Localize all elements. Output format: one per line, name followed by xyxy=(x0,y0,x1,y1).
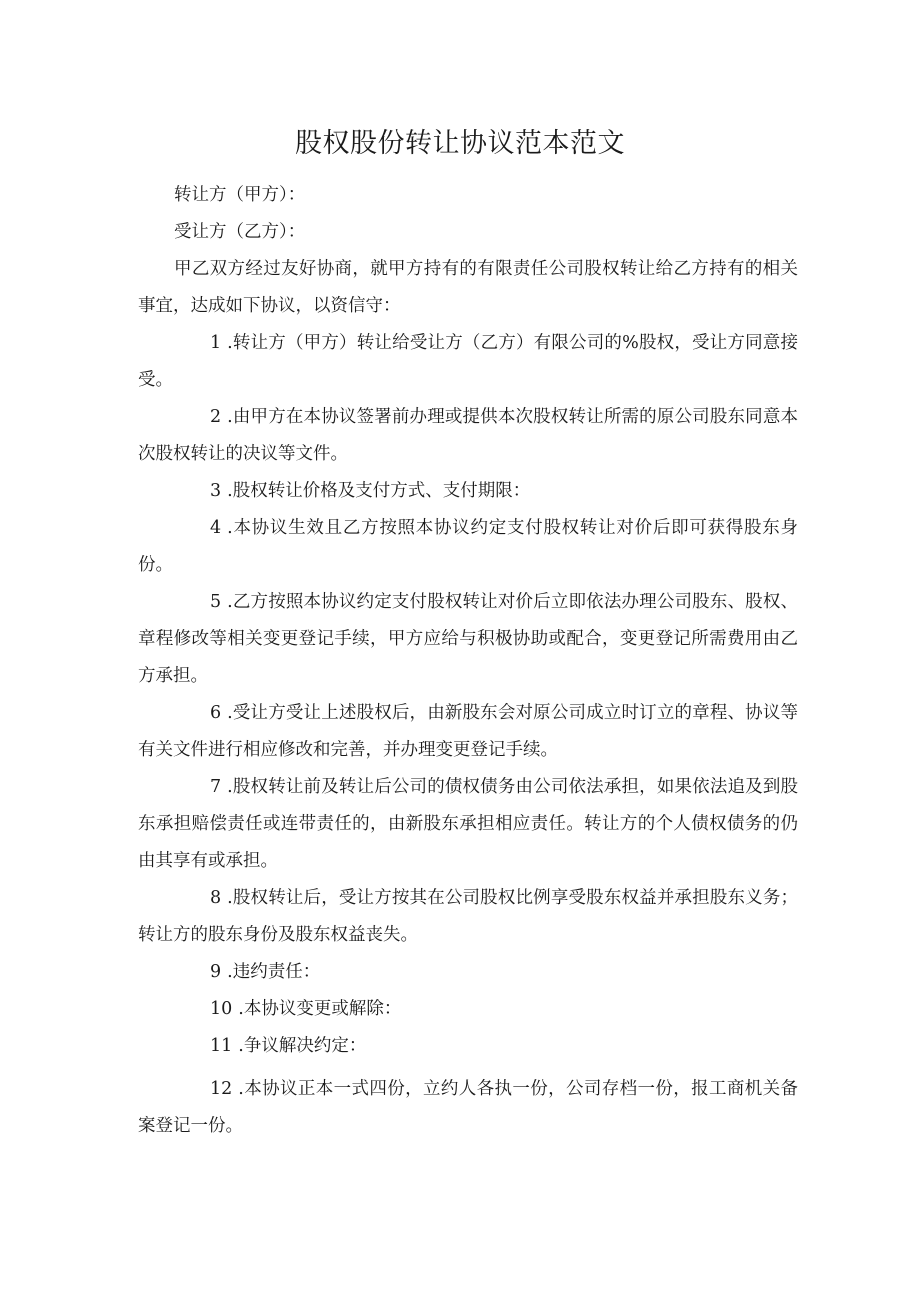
clause-text: .股权转让价格及支付方式、支付期限： xyxy=(227,481,531,501)
clause-number: 11 xyxy=(210,1036,233,1056)
clause-text: .本协议生效且乙方按照本协议约定支付股权转让对价后即可获得股东身份。 xyxy=(138,518,798,575)
clause-number: 9 xyxy=(210,962,222,982)
clause-2 xyxy=(138,399,798,473)
clause-7 xyxy=(138,769,798,880)
clause-12 xyxy=(138,1071,798,1145)
clause-number: 5 xyxy=(210,592,222,612)
clause-text: .转让方（甲方）转让给受让方（乙方）有限公司的%股权，受让方同意接受。 xyxy=(138,333,798,390)
clause-number: 3 xyxy=(210,481,222,501)
clause-9 xyxy=(138,954,798,991)
clause-10 xyxy=(138,991,798,1028)
clause-8 xyxy=(138,880,798,954)
clause-text: .本协议正本一式四份，立约人各执一份，公司存档一份，报工商机关备案登记一份。 xyxy=(138,1079,798,1136)
clause-text: .乙方按照本协议约定支付股权转让对价后立即依法办理公司股东、股权、章程修改等相关变更登记手续，甲方应给与积极协助或配合，变更登记所需费用由乙方承担。 xyxy=(138,592,798,686)
transferee-label: 受让方（乙方）： xyxy=(174,222,306,242)
clause-3 xyxy=(138,473,798,510)
clause-number: 1 xyxy=(210,333,222,353)
clause-text: .争议解决约定： xyxy=(238,1036,367,1056)
clause-text: .股权转让后，受让方按其在公司股权比例享受股东权益并承担股东义务；转让方的股东身份及股东权益丧失。 xyxy=(138,888,798,945)
clause-1 xyxy=(138,325,798,399)
clause-5 xyxy=(138,584,798,695)
clause-number: 8 xyxy=(210,888,222,908)
document-title: 股权股份转让协议范本范文 xyxy=(295,128,625,159)
clause-text: .本协议变更或解除： xyxy=(238,999,402,1019)
clause-4 xyxy=(138,510,798,584)
clause-text: .违约责任： xyxy=(227,962,321,982)
clause-number: 7 xyxy=(210,777,222,797)
clause-number: 6 xyxy=(210,703,222,723)
document-body xyxy=(138,177,798,1145)
transferor-label: 转让方（甲方）： xyxy=(174,185,306,205)
clause-number: 12 xyxy=(210,1079,233,1099)
clause-text: .股权转让前及转让后公司的债权债务由公司依法承担，如果依法追及到股东承担赔偿责任或连带责任的，由新股东承担相应责任。转让方的个人债权债务的仍由其享有或承担。 xyxy=(138,777,798,871)
clause-text: .由甲方在本协议签署前办理或提供本次股权转让所需的原公司股东同意本次股权转让的决议等文件。 xyxy=(138,407,798,464)
intro-paragraph: 甲乙双方经过友好协商，就甲方持有的有限责任公司股权转让给乙方持有的相关事宜，达成如下协议，以资信守： xyxy=(138,259,798,316)
clause-number: 10 xyxy=(210,999,233,1019)
clause-text: .受让方受让上述股权后，由新股东会对原公司成立时订立的章程、协议等有关文件进行相应修改和完善，并办理变更登记手续。 xyxy=(138,703,798,760)
clause-6 xyxy=(138,695,798,769)
clause-number: 2 xyxy=(210,407,222,427)
clause-11 xyxy=(138,1028,798,1065)
clause-number: 4 xyxy=(210,518,222,538)
